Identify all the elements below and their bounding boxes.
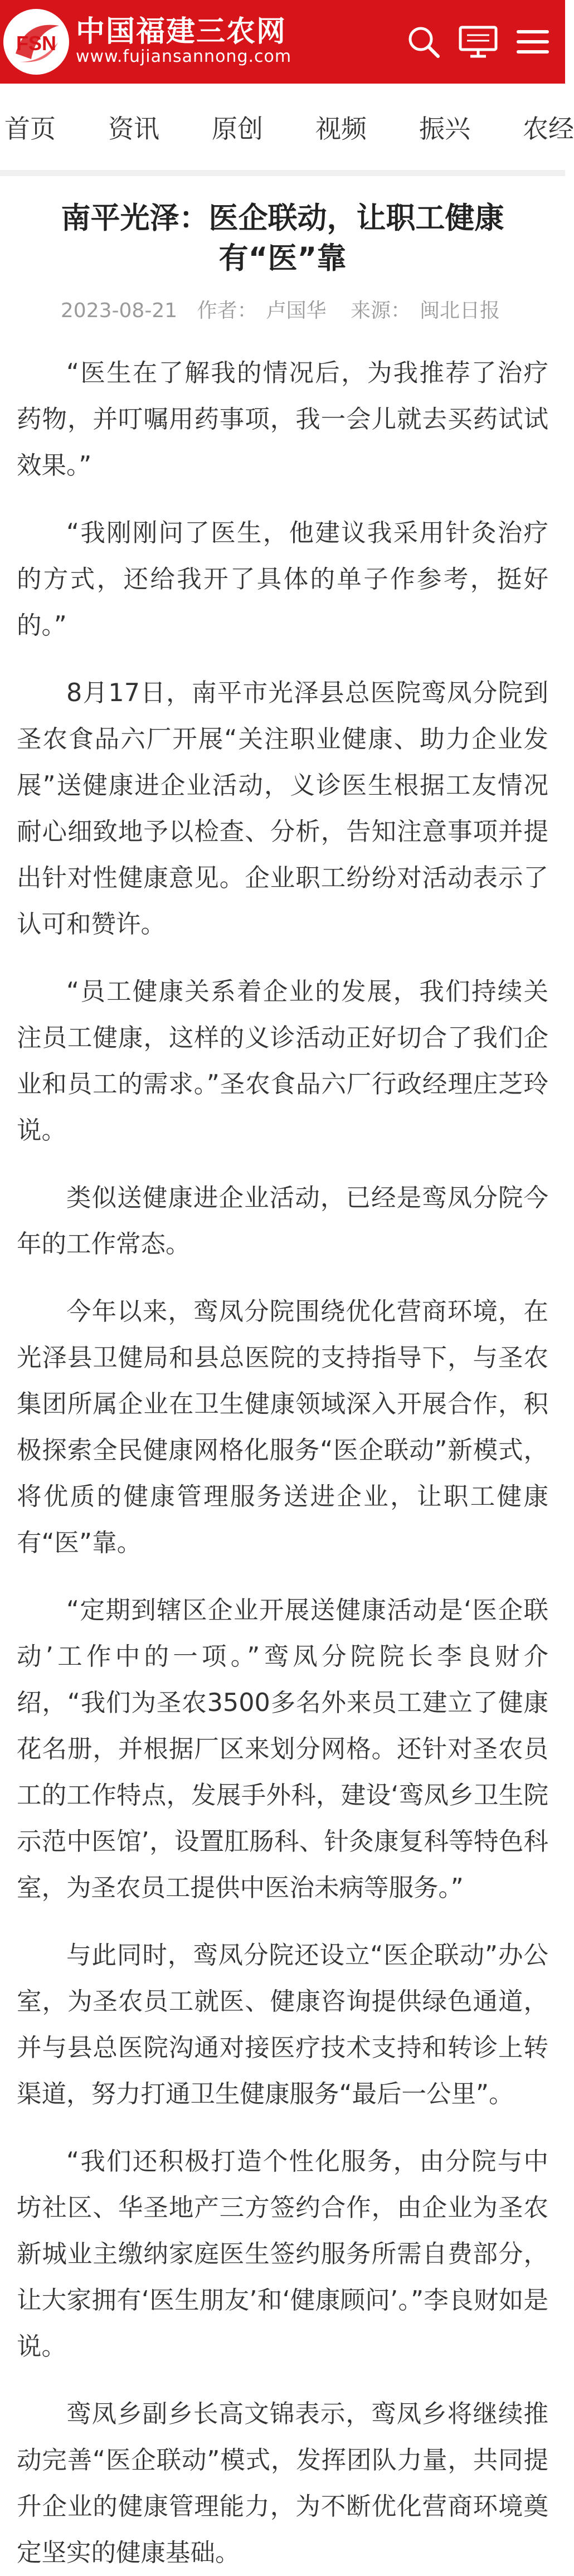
author-name: 卢国华	[266, 299, 327, 323]
paragraph: 8月17日，南平市光泽县总医院鸾凤分院到圣农食品六厂开展“关注职业健康、助力企业发展”送健康进企业活动，义诊医生根据工友情况耐心细致地予以检查、分析，告知注意事项并提出针对性健康意见。企业职工纷纷对活动表示了认可和赞许。	[17, 679, 548, 939]
source-label: 来源：	[351, 299, 411, 323]
nav-item-video[interactable]: 视频	[315, 113, 367, 144]
logo-emblem-icon	[3, 9, 69, 75]
divider	[0, 171, 565, 176]
paragraph: 今年以来，鸾凤分院围绕优化营商环境，在光泽县卫健局和县总医院的支持指导下，与圣农集团所属企业在卫生健康领域深入开展合作，积极探索全民健康网格化服务“医企联动”新模式，将优质的健康管理服务送进企业，让职工健康有“医”靠。	[17, 1297, 548, 1558]
paragraph: “我们还积极打造个性化服务，由分院与中坊社区、华圣地产三方签约合作，由企业为圣农新城业主缴纳家庭医生签约服务所需自费部分，让大家拥有‘医生朋友’和‘健康顾问’。”李良财如是说。	[17, 2147, 548, 2361]
source-line	[346, 299, 504, 322]
nav-item-original[interactable]: 原创	[212, 113, 263, 144]
nav-item-agri-economy[interactable]: 农经	[523, 113, 574, 144]
author-label: 作者：	[197, 299, 257, 323]
logo-letters: FSN	[16, 32, 56, 55]
article-date: 2023-08-21	[60, 299, 178, 323]
article-title: 南平光泽：医企联动，让职工健康有“医”靠	[61, 201, 504, 275]
paragraph: “员工健康关系着企业的发展，我们持续关注员工健康，这样的义诊活动正好切合了我们企业和员工的需求。”圣农食品六厂行政经理庄芝玲说。	[17, 978, 548, 1145]
monitor-icon[interactable]	[456, 20, 500, 64]
nav-item-home[interactable]: 首页	[4, 113, 56, 144]
article-body	[0, 198, 565, 2576]
site-header	[0, 0, 565, 84]
search-icon[interactable]	[401, 20, 446, 64]
nav-item-news[interactable]: 资讯	[108, 113, 159, 144]
site-name: 中国福建三农网	[76, 14, 287, 48]
paragraph: “医生在了解我的情况后，为我推荐了治疗药物，并叮嘱用药事项，我一会儿就去买药试试效果。”	[17, 359, 548, 480]
paragraph: “我刚刚问了医生，他建议我采用针灸治疗的方式，还给我开了具体的单子作参考，挺好的。”	[17, 519, 548, 640]
paragraph: 类似送健康进企业活动，已经是鸾凤分院今年的工作常态。	[17, 1184, 548, 1259]
nav-item-revitalization[interactable]: 振兴	[419, 113, 470, 144]
paragraph: 与此同时，鸾凤分院还设立“医企联动”办公室，为圣农员工就医、健康咨询提供绿色通道，并与县总医院沟通对接医疗技术支持和转诊上转渠道，努力打通卫生健康服务“最后一公里”。	[17, 1941, 548, 2109]
article-meta	[17, 295, 548, 323]
site-url: www.fujiansannong.com	[76, 47, 292, 67]
site-logo[interactable]	[3, 9, 291, 75]
author-line	[193, 299, 331, 322]
channel-nav	[0, 84, 574, 171]
paragraph: 鸾凤乡副乡长高文锦表示，鸾凤乡将继续推动完善“医企联动”模式，发挥团队力量，共同提升企业的健康管理能力，为不断优化营商环境奠定坚实的健康基础。	[17, 2400, 548, 2568]
menu-icon[interactable]	[510, 20, 555, 64]
source-name: 闽北日报	[420, 299, 500, 323]
paragraph: “定期到辖区企业开展送健康活动是‘医企联动’工作中的一项。”鸾凤分院院长李良财介绍，“我们为圣农3500多名外来员工建立了健康花名册，并根据厂区来划分网格。还针对圣农员工的工作特点，发展手外科，建设‘鸾凤乡卫生院示范中医馆’，设置肛肠科、针灸康复科等特色科室，为圣农员工提供中医治未病等服务。”	[17, 1596, 548, 1903]
